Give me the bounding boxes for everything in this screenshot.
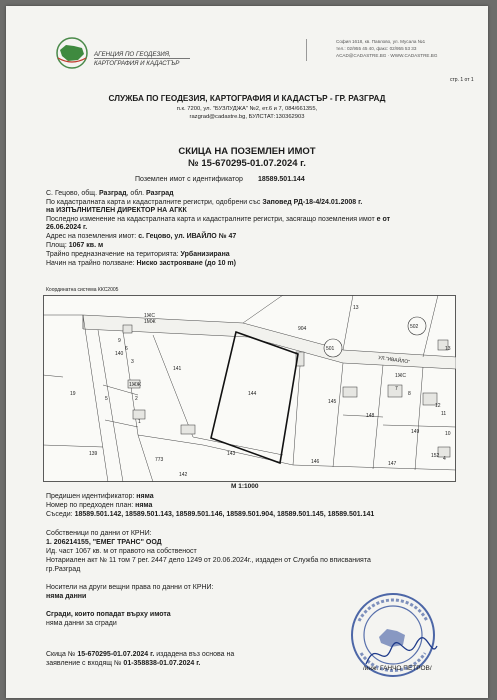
identifier-value: 18589.501.144	[258, 176, 305, 183]
parcel-label-148: 148	[366, 413, 375, 419]
service-title: СЛУЖБА ПО ГЕОДЕЗИЯ, КАРТОГРАФИЯ И КАДАСТЪР - ГР. РАЗГРАД	[108, 94, 386, 103]
agency-name-line2: КАРТОГРАФИЯ И КАДАСТЪР	[94, 60, 180, 67]
other-rights-value: няма данни	[46, 593, 87, 600]
neighbors-line: Съседи: 18589.501.142, 18589.501.143, 18589.501.146, 18589.501.904, 18589.501.145, 18589.501.141	[46, 511, 375, 518]
purpose-line: Трайно предназначение на територията: Урбанизирана	[46, 251, 230, 258]
building-tag-4: 1ЖС	[395, 373, 406, 379]
parcel-label-773: 773	[155, 457, 164, 463]
parcel-label-147: 147	[388, 461, 397, 467]
owner-name: 1. 206214155, "ЕМЕГ ТРАНС" ООД	[46, 539, 162, 546]
document-number: № 15-670295-01.07.2024 г.	[188, 158, 306, 169]
parcel-label-2: 2	[135, 396, 138, 402]
usage-line: Начин на трайно ползване: Ниско застрояване (до 10 m)	[46, 260, 236, 267]
parcel-label-4: 4	[443, 456, 446, 462]
parcel-label-12: 12	[435, 403, 441, 409]
parcel-label-144: 144	[248, 391, 257, 397]
parcel-label-152: 152	[431, 453, 440, 459]
building-tag-2: 1МЖ	[144, 319, 156, 325]
street-label: УЛ."ИВАЙЛО"	[377, 355, 411, 366]
document-sheet	[6, 6, 488, 698]
last-change-date: 26.06.2024 г.	[46, 224, 88, 231]
previous-plan-line: Номер по предходен план: няма	[46, 502, 153, 509]
service-address-2: razgrad@cadastre.bg, БУЛСТАТ:130362903	[189, 114, 305, 120]
block-label-501: 501	[326, 346, 335, 352]
parcel-label-139: 139	[89, 451, 98, 457]
logo-divider	[94, 58, 190, 59]
parcel-label-142: 142	[179, 472, 188, 478]
parcel-label-10: 10	[445, 431, 451, 437]
agency-address-2: тел.: 02/955 45 40, факс: 02/955 53 33	[336, 46, 417, 51]
building-tag-3: 1ЖЖ	[129, 382, 142, 388]
parcel-label-140: 140	[115, 351, 124, 357]
signatory-name: /инж. ГАНЧО ПЕТРОВ/	[363, 665, 432, 672]
owner-deed-city: гр.Разград	[46, 566, 81, 573]
parcel-label-3: 3	[131, 359, 134, 365]
parcel-label-5: 5	[105, 396, 108, 402]
parcel-label-149: 149	[411, 429, 420, 435]
identifier-label: Поземлен имот с идентификатор	[135, 176, 243, 183]
coordinate-system: Координатна система ККС2005	[46, 287, 119, 293]
parcel-label-6: 6	[125, 346, 128, 352]
parcel-label-7: 7	[395, 386, 398, 392]
parcel-label-9: 9	[118, 338, 121, 344]
buildings-value: няма данни за сгради	[46, 620, 117, 627]
cadastral-map	[43, 295, 456, 482]
footer-line-2: заявление с входящ № 01-358838-01.07.2024 г.	[46, 660, 201, 667]
service-address-1: п.к. 7200, ул. "БУЗЛУДЖА" №2, ет.6 и 7, 084/661355,	[176, 106, 318, 112]
parcel-label-19: 19	[70, 391, 76, 397]
parcel-label-1: 1	[138, 419, 141, 425]
buildings-label: Сгради, които попадат върху имота	[46, 611, 171, 618]
building-tag-1: 1ЖС	[144, 313, 155, 319]
owner-deed: Нотариален акт № 11 том 7 рег. 2447 дело 1249 от 20.06.2024г., издаден от Служба по вписванията	[46, 557, 371, 564]
parcel-label-13b: 13	[445, 346, 451, 352]
parcel-label-143: 143	[227, 451, 236, 457]
agency-address-1: София 1618, кв. Павлово, ул. Мусала №1	[336, 39, 426, 44]
document-title: СКИЦА НА ПОЗЕМЛЕН ИМОТ	[178, 146, 316, 157]
other-rights-label: Носители на други вещни права по данни от КРНИ:	[46, 584, 214, 591]
parcel-label-141: 141	[173, 366, 182, 372]
approval-authority: на ИЗПЪЛНИТЕЛЕН ДИРЕКТОР НА АГКК	[46, 207, 187, 214]
parcel-label-145: 145	[328, 399, 337, 405]
last-change-line: Последно изменение на кадастралната карта и кадастралните регистри, засягащо поземления имот е от	[46, 216, 391, 223]
approval-order-line: По кадастралната карта и кадастралните регистри, одобрени със Заповед РД-18-4/24.01.2008 г.	[46, 199, 363, 206]
page-number: стр. 1 от 1	[450, 77, 474, 83]
address-line: Адрес на поземления имот: с. Гецово, ул. ИВАЙЛО № 47	[46, 233, 237, 240]
map-scale: М 1:1000	[231, 483, 259, 490]
owners-label: Собственици по данни от КРНИ:	[46, 530, 152, 537]
parcel-label-13: 13	[353, 305, 359, 311]
parcel-label-904: 904	[298, 326, 307, 332]
block-label-502: 502	[410, 324, 419, 330]
footer-line-1: Скица № 15-670295-01.07.2024 г. издадена въз основа на	[46, 651, 235, 658]
agency-name-line1: АГЕНЦИЯ ПО ГЕОДЕЗИЯ,	[94, 51, 171, 58]
location-line: С. Гецово, общ. Разград, обл. Разград	[46, 190, 174, 197]
owner-share: Ид. част 1067 кв. м от правото на собственост	[46, 548, 197, 555]
area-line: Площ: 1067 кв. м	[46, 242, 104, 249]
parcel-label-8: 8	[408, 391, 411, 397]
header-divider	[306, 39, 307, 61]
previous-identifier-line: Предишен идентификатор: няма	[46, 493, 154, 500]
parcel-label-146: 146	[311, 459, 320, 465]
agency-address-3: ACAD@CADASTRE.BG · WWW.CADASTRE.BG	[336, 53, 438, 58]
parcel-label-11: 11	[441, 411, 447, 417]
agency-logo-icon	[52, 36, 92, 70]
